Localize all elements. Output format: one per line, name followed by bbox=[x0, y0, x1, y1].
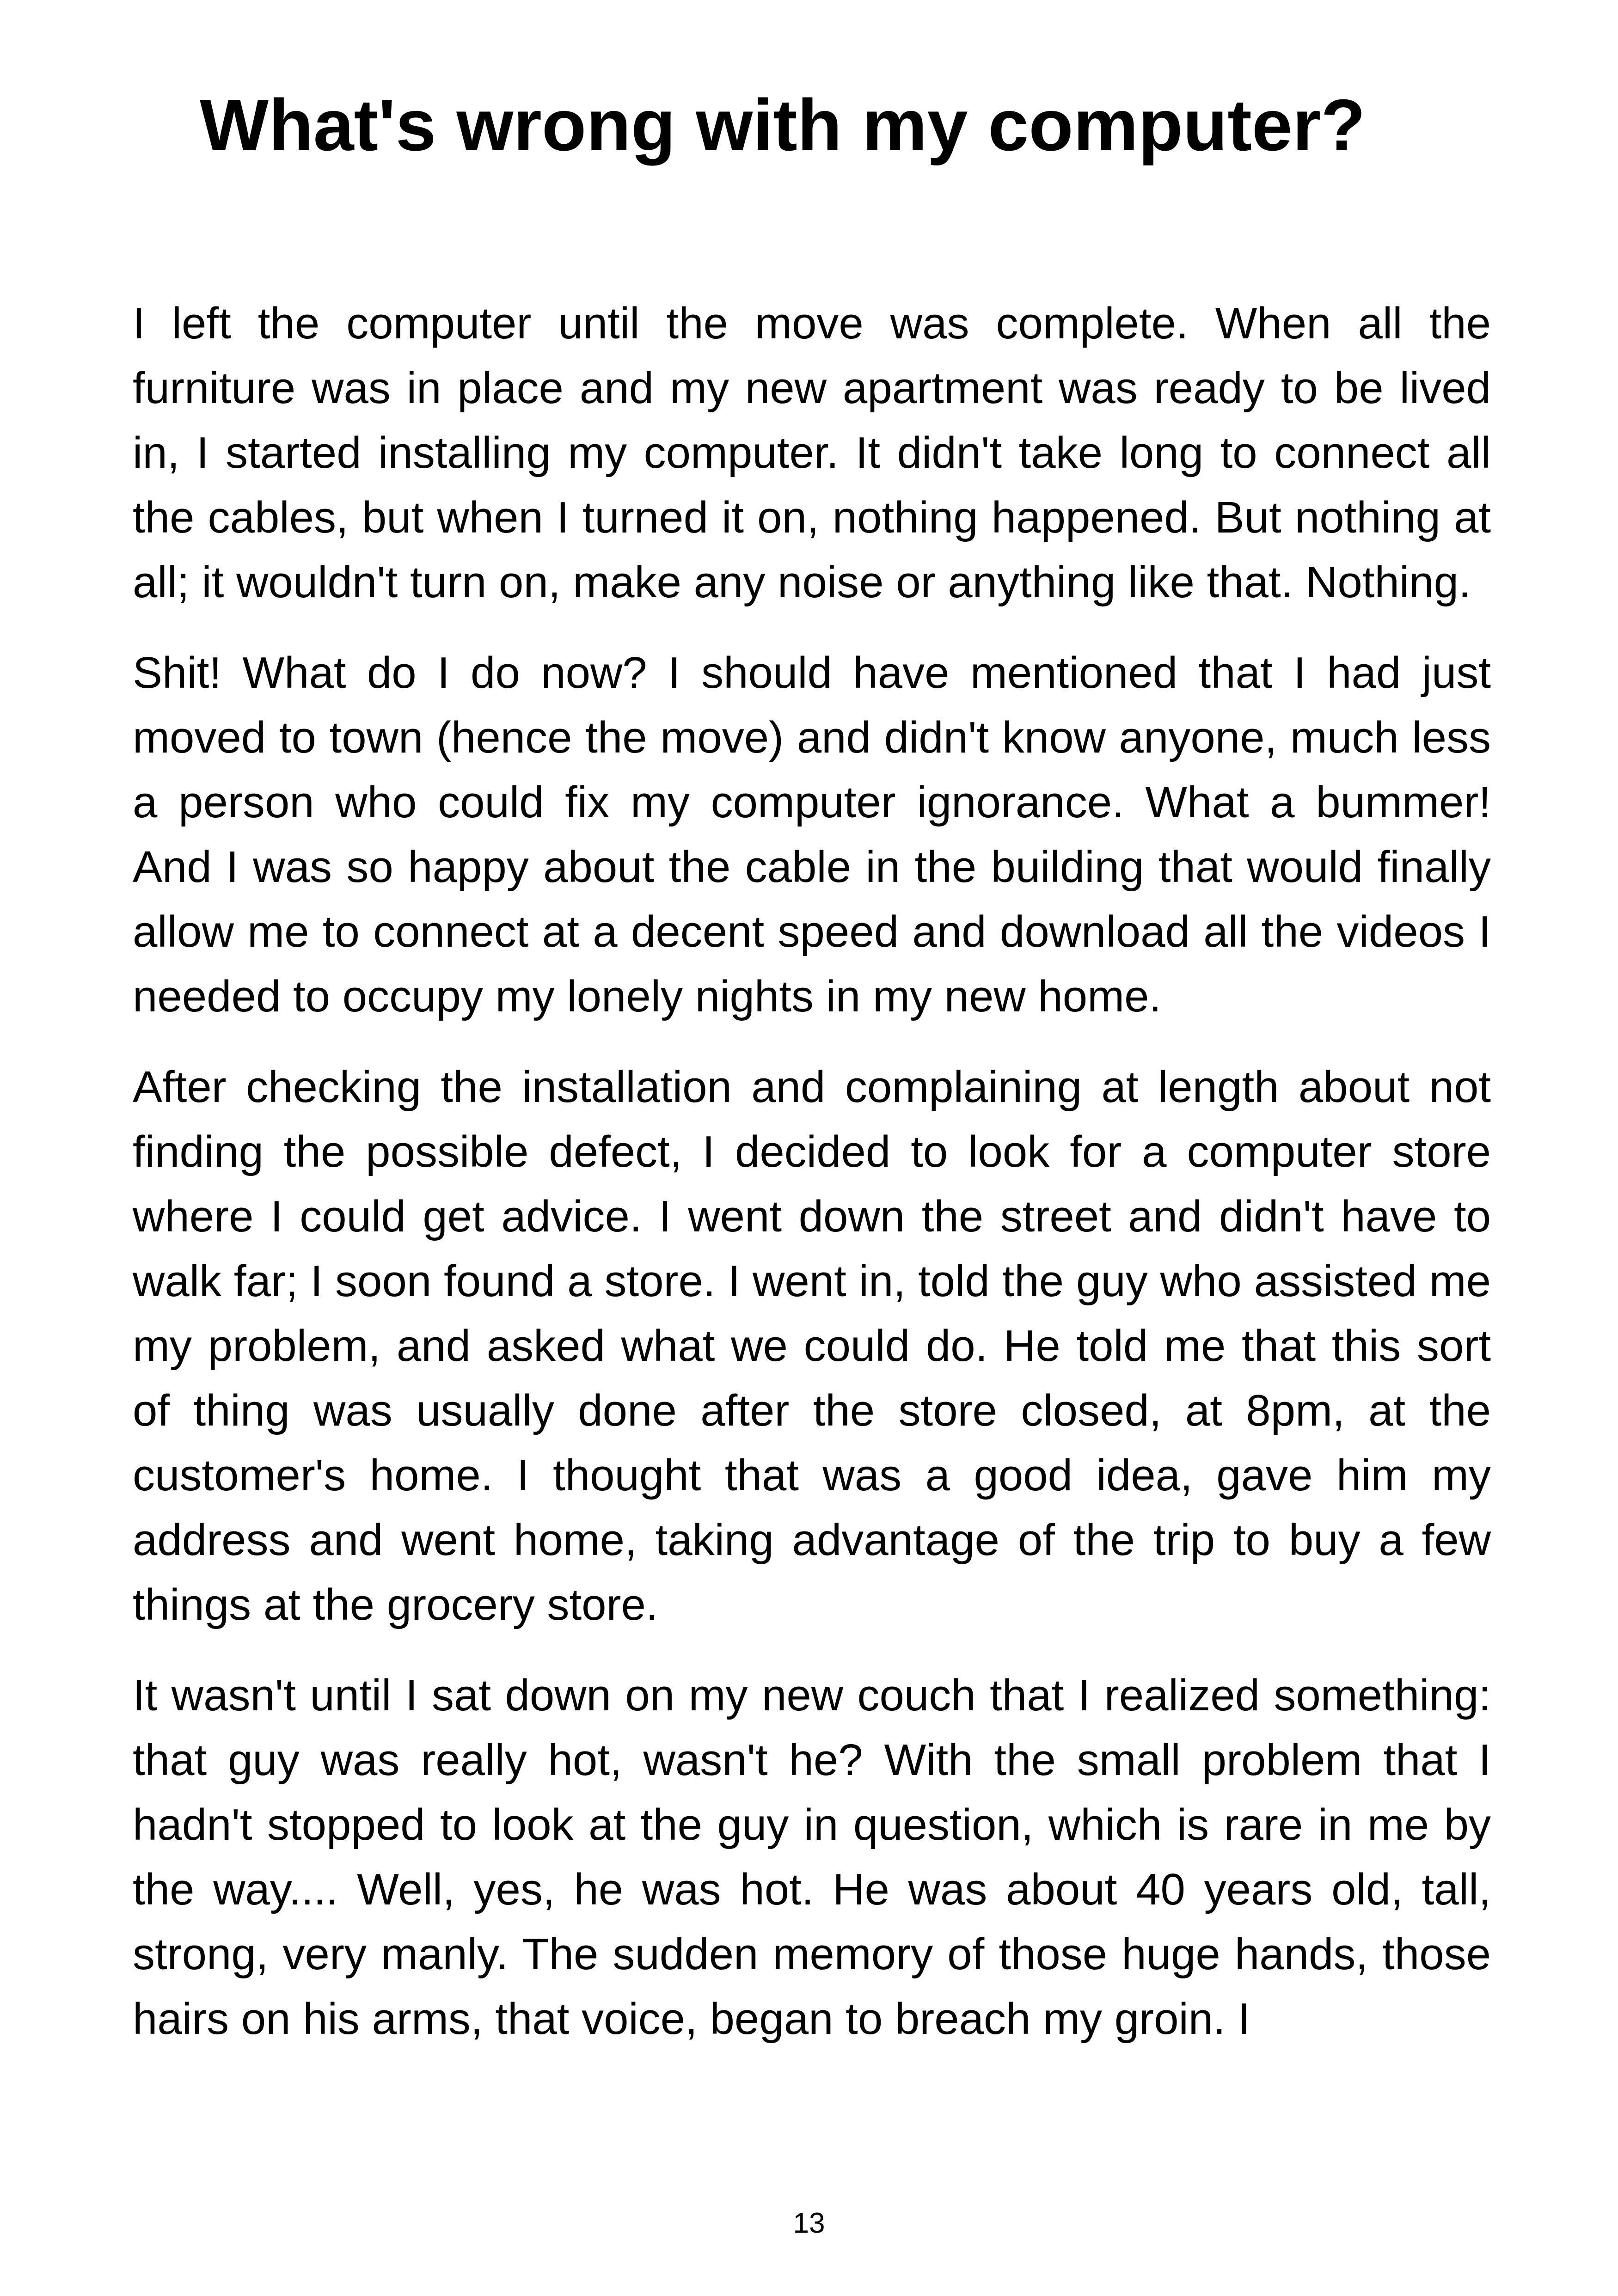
paragraph: After checking the installation and complaining at length about not finding the possible defect, I decided to look for a computer store where I could get advice. I went down the street and didn't have to walk far; I soon found a store. I went in, told the guy who assisted me my problem, and asked what we could do. He told me that this sort of thing was usually done after the store closed, at 8pm, at the customer's home. I thought that was a good idea, gave him my address and went home, taking advantage of the trip to buy a few things at the grocery store. bbox=[133, 1062, 1491, 1629]
paragraph: Shit! What do I do now? I should have mentioned that I had just moved to town (hence the move) and didn't know anyone, much less a person who could fix my computer ignorance. What a bummer! And I was so happy about the cable in the building that would finally allow me to connect at a decent speed and download all the videos I needed to occupy my lonely nights in my new home. bbox=[133, 648, 1491, 1021]
paragraph: It wasn't until I sat down on my new couch that I realized something: that guy was really hot, wasn't he? With the small problem that I hadn't stopped to look at the guy in question, which is rare in me by the way.... Well, yes, he was hot. He was about 40 years old, tall, strong, very manly. The sudden memory of those huge hands, those hairs on his arms, that voice, began to breach my groin. I bbox=[133, 1671, 1491, 2044]
paragraph: I left the computer until the move was complete. When all the furniture was in place and my new apartment was ready to be lived in, I started installing my computer. It didn't take long to connect all the cables, but when I turned it on, nothing happened. But nothing at all; it wouldn't turn on, make any noise or anything like that. Nothing. bbox=[133, 299, 1491, 607]
page-number: 13 bbox=[793, 2207, 825, 2239]
chapter-title: What's wrong with my computer? bbox=[200, 85, 1366, 166]
body-text bbox=[133, 291, 1491, 2051]
